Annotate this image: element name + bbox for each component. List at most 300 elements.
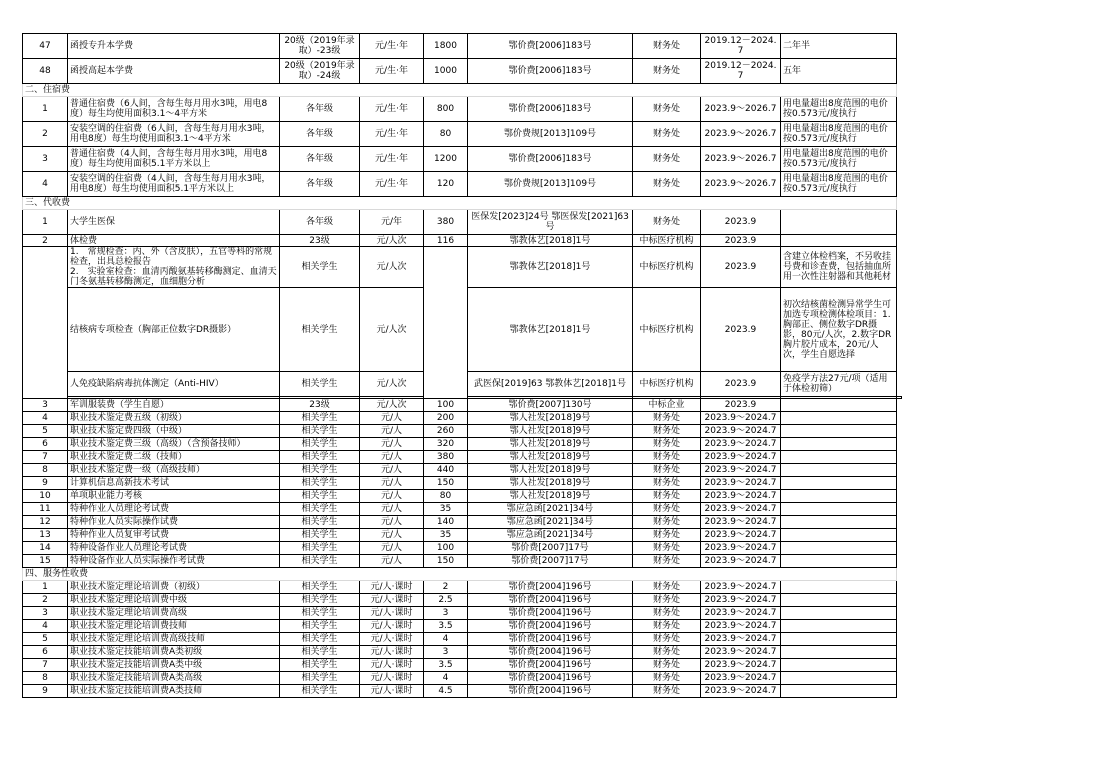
doc-cell: 鄂教体艺[2018]1号	[468, 247, 633, 288]
period-cell: 2023.9～2024.7	[701, 529, 781, 542]
table-row	[23, 542, 902, 555]
no-cell: 8	[23, 464, 68, 477]
grade-cell: 相关学生	[280, 581, 360, 594]
period-cell: 2023.9	[701, 247, 781, 288]
name-cell: 1. 常规检查：内、外（含皮肤），五官等科的常规检查，出具总检报告 2. 实验室检查：血清丙酸氨基转移酶测定、血清天门冬氨基转移酶测定，血细胞分析	[68, 247, 280, 288]
doc-cell: 鄂价费[2004]196号	[468, 685, 633, 698]
table-row	[23, 34, 902, 59]
doc-cell: 鄂价费[2007]17号	[468, 555, 633, 568]
section-title: 四、服务性收费	[23, 568, 897, 581]
grade-cell: 相关学生	[280, 288, 360, 372]
grade-cell: 相关学生	[280, 529, 360, 542]
amount-cell: 260	[424, 425, 468, 438]
grade-cell: 相关学生	[280, 555, 360, 568]
collector-cell: 财务处	[633, 490, 701, 503]
remark-cell	[781, 672, 897, 685]
name-cell: 普通住宿费（6人间，含每生每月用水3吨，用电8度）每生均使用面积3.1～4平方米	[68, 97, 280, 122]
unit-cell: 元/人次	[360, 399, 424, 412]
amount-cell: 35	[424, 529, 468, 542]
no-cell: 4	[23, 172, 68, 197]
collector-cell: 财务处	[633, 659, 701, 672]
fee-schedule-table	[22, 33, 902, 698]
amount-cell: 4	[424, 672, 468, 685]
unit-cell: 元/人次	[360, 372, 424, 397]
doc-cell: 鄂价费[2006]183号	[468, 147, 633, 172]
period-cell: 2023.9～2024.7	[701, 451, 781, 464]
period-cell: 2023.9～2024.7	[701, 490, 781, 503]
amount-cell: 2.5	[424, 594, 468, 607]
doc-cell: 鄂价费[2004]196号	[468, 594, 633, 607]
name-cell: 特种作业人员理论考试费	[68, 503, 280, 516]
grade-cell: 相关学生	[280, 438, 360, 451]
no-cell: 5	[23, 425, 68, 438]
collector-cell: 财务处	[633, 646, 701, 659]
table-row	[23, 399, 902, 412]
unit-cell: 元/人·课时	[360, 633, 424, 646]
period-cell: 2023.9～2024.7	[701, 542, 781, 555]
collector-cell: 财务处	[633, 581, 701, 594]
collector-cell: 财务处	[633, 122, 701, 147]
doc-cell: 鄂价费[2007]17号	[468, 542, 633, 555]
collector-cell: 中标医疗机构	[633, 235, 701, 247]
no-cell: 1	[23, 581, 68, 594]
period-cell: 2023.9～2026.7	[701, 97, 781, 122]
unit-cell: 元/人	[360, 555, 424, 568]
grade-cell: 各年级	[280, 147, 360, 172]
collector-cell: 财务处	[633, 607, 701, 620]
amount-cell: 100	[424, 399, 468, 412]
unit-cell: 元/生·年	[360, 59, 424, 84]
unit-cell: 元/人	[360, 451, 424, 464]
remark-cell	[781, 685, 897, 698]
name-cell: 职业技术鉴定理论培训费中级	[68, 594, 280, 607]
collector-cell: 财务处	[633, 97, 701, 122]
period-cell: 2023.9	[701, 210, 781, 235]
unit-cell: 元/人·课时	[360, 581, 424, 594]
grade-cell: 各年级	[280, 97, 360, 122]
name-cell: 军训服装费（学生自愿）	[68, 399, 280, 412]
table-row	[23, 607, 902, 620]
remark-cell	[781, 516, 897, 529]
collector-cell: 财务处	[633, 172, 701, 197]
unit-cell: 元/人次	[360, 247, 424, 288]
doc-cell: 鄂人社发[2018]9号	[468, 451, 633, 464]
remark-cell	[781, 659, 897, 672]
unit-cell: 元/人	[360, 529, 424, 542]
grade-cell: 相关学生	[280, 646, 360, 659]
collector-cell: 财务处	[633, 425, 701, 438]
no-cell: 5	[23, 633, 68, 646]
table-row	[23, 247, 902, 288]
period-cell: 2019.12－2024.7	[701, 59, 781, 84]
unit-cell: 元/人	[360, 412, 424, 425]
name-cell: 职业技术鉴定技能培训费A类初级	[68, 646, 280, 659]
no-cell: 12	[23, 516, 68, 529]
doc-cell: 鄂价费规[2013]109号	[468, 172, 633, 197]
amount-cell: 4.5	[424, 685, 468, 698]
name-cell: 结核病专项检查（胸部正位数字DR摄影）	[68, 288, 280, 372]
grade-cell: 相关学生	[280, 607, 360, 620]
collector-cell: 财务处	[633, 529, 701, 542]
amount-cell: 100	[424, 542, 468, 555]
table-row	[23, 412, 902, 425]
period-cell: 2023.9～2024.7	[701, 633, 781, 646]
unit-cell: 元/人	[360, 516, 424, 529]
no-cell: 1	[23, 210, 68, 235]
period-cell: 2023.9～2024.7	[701, 581, 781, 594]
doc-cell: 鄂价费[2004]196号	[468, 659, 633, 672]
table-row	[23, 477, 902, 490]
period-cell: 2023.9～2024.7	[701, 464, 781, 477]
period-cell: 2023.9～2024.7	[701, 620, 781, 633]
remark-cell: 用电量超出8度范围的电价按0.573元/度执行	[781, 147, 897, 172]
name-cell: 单项职业能力考核	[68, 490, 280, 503]
table-row	[23, 172, 902, 197]
name-cell: 职业技术鉴定技能培训费A类高级	[68, 672, 280, 685]
name-cell: 安装空调的住宿费（4人间，含每生每月用水3吨，用电8度）每生均使用面积5.1平方米以上	[68, 172, 280, 197]
name-cell: 职业技术鉴定费二级（技师）	[68, 451, 280, 464]
unit-cell: 元/人次	[360, 288, 424, 372]
grade-cell: 相关学生	[280, 372, 360, 397]
period-cell: 2023.9～2024.7	[701, 555, 781, 568]
remark-cell: 免疫学方法27元/项（适用于体检初筛）	[781, 372, 897, 397]
name-cell: 特种设备作业人员理论考试费	[68, 542, 280, 555]
name-cell: 人免疫缺陷病毒抗体测定（Anti-HIV）	[68, 372, 280, 397]
period-cell: 2023.9	[701, 399, 781, 412]
period-cell: 2023.9～2024.7	[701, 477, 781, 490]
collector-cell: 中标医疗机构	[633, 247, 701, 288]
section-header-row	[23, 568, 902, 581]
section-title: 二、住宿费	[23, 84, 897, 97]
amount-cell: 35	[424, 503, 468, 516]
no-cell: 3	[23, 399, 68, 412]
unit-cell: 元/人·课时	[360, 646, 424, 659]
name-cell: 职业技术鉴定费一级（高级技师）	[68, 464, 280, 477]
grade-cell: 相关学生	[280, 516, 360, 529]
amount-cell	[424, 247, 468, 399]
collector-cell: 财务处	[633, 451, 701, 464]
doc-cell: 鄂价费[2004]196号	[468, 607, 633, 620]
table-row	[23, 646, 902, 659]
remark-cell: 用电量超出8度范围的电价按0.573元/度执行	[781, 122, 897, 147]
no-cell: 9	[23, 477, 68, 490]
collector-cell: 财务处	[633, 59, 701, 84]
doc-cell: 鄂应急函[2021]34号	[468, 529, 633, 542]
table-row	[23, 529, 902, 542]
grade-cell: 相关学生	[280, 620, 360, 633]
remark-cell	[781, 425, 897, 438]
name-cell: 职业技术鉴定费三级（高级）（含预备技师）	[68, 438, 280, 451]
remark-cell	[781, 646, 897, 659]
collector-cell: 财务处	[633, 516, 701, 529]
table-row	[23, 659, 902, 672]
doc-cell: 鄂应急函[2021]34号	[468, 516, 633, 529]
name-cell: 函授高起本学费	[68, 59, 280, 84]
unit-cell: 元/生·年	[360, 122, 424, 147]
grade-cell: 相关学生	[280, 672, 360, 685]
name-cell: 计算机信息高新技术考试	[68, 477, 280, 490]
grade-cell: 相关学生	[280, 247, 360, 288]
amount-cell: 120	[424, 172, 468, 197]
remark-cell	[781, 412, 897, 425]
amount-cell: 3.5	[424, 659, 468, 672]
amount-cell: 1200	[424, 147, 468, 172]
unit-cell: 元/人	[360, 425, 424, 438]
grade-cell: 相关学生	[280, 685, 360, 698]
table-row	[23, 438, 902, 451]
unit-cell: 元/人	[360, 464, 424, 477]
collector-cell: 财务处	[633, 412, 701, 425]
table-row	[23, 620, 902, 633]
no-cell: 7	[23, 451, 68, 464]
unit-cell: 元/生·年	[360, 97, 424, 122]
no-cell: 14	[23, 542, 68, 555]
grade-cell: 相关学生	[280, 477, 360, 490]
doc-cell: 鄂价费[2006]183号	[468, 59, 633, 84]
collector-cell: 财务处	[633, 620, 701, 633]
amount-cell: 320	[424, 438, 468, 451]
remark-cell	[781, 503, 897, 516]
remark-cell: 初次结核菌检测异常学生可加选专项检测体检项目：1.胸部正、侧位数字DR摄影，80元/人次，2.数字DR胸片胶片成本，20元/人次，学生自愿选择	[781, 288, 897, 372]
table-row	[23, 425, 902, 438]
name-cell: 大学生医保	[68, 210, 280, 235]
grade-cell: 23级	[280, 235, 360, 247]
name-cell: 职业技术鉴定技能培训费A类中级	[68, 659, 280, 672]
grade-cell: 相关学生	[280, 633, 360, 646]
amount-cell: 380	[424, 451, 468, 464]
no-cell: 4	[23, 412, 68, 425]
no-cell: 2	[23, 594, 68, 607]
unit-cell: 元/人	[360, 477, 424, 490]
no-cell: 3	[23, 147, 68, 172]
no-cell: 1	[23, 97, 68, 122]
unit-cell: 元/生·年	[360, 147, 424, 172]
remark-cell	[781, 490, 897, 503]
doc-cell: 鄂价费[2007]130号	[468, 399, 633, 412]
remark-cell	[781, 542, 897, 555]
name-cell: 职业技术鉴定费五级（初级）	[68, 412, 280, 425]
grade-cell: 20级（2019年录取）-24级	[280, 59, 360, 84]
period-cell: 2023.9～2024.7	[701, 438, 781, 451]
doc-cell: 鄂人社发[2018]9号	[468, 438, 633, 451]
unit-cell: 元/人·课时	[360, 659, 424, 672]
doc-cell: 鄂人社发[2018]9号	[468, 464, 633, 477]
unit-cell: 元/人	[360, 503, 424, 516]
remark-cell	[781, 633, 897, 646]
collector-cell: 财务处	[633, 685, 701, 698]
amount-cell: 150	[424, 555, 468, 568]
name-cell: 特种作业人员实际操作试费	[68, 516, 280, 529]
no-cell: 48	[23, 59, 68, 84]
collector-cell: 财务处	[633, 672, 701, 685]
no-cell: 7	[23, 659, 68, 672]
table-row	[23, 97, 902, 122]
period-cell: 2023.9～2024.7	[701, 607, 781, 620]
table-row	[23, 685, 902, 698]
table-row	[23, 235, 902, 247]
doc-cell: 鄂教体艺[2018]1号	[468, 288, 633, 372]
amount-cell: 1800	[424, 34, 468, 59]
amount-cell: 800	[424, 97, 468, 122]
doc-cell: 鄂价费[2004]196号	[468, 633, 633, 646]
unit-cell: 元/人	[360, 542, 424, 555]
table-row	[23, 555, 902, 568]
remark-cell	[781, 607, 897, 620]
name-cell: 特种设备作业人员实际操作考试费	[68, 555, 280, 568]
remark-cell: 含建立体检档案，不另收挂号费和诊查费，包括抽血所用一次性注射器和其他耗材	[781, 247, 897, 288]
period-cell: 2023.9～2024.7	[701, 685, 781, 698]
no-cell: 11	[23, 503, 68, 516]
name-cell: 职业技术鉴定技能培训费A类技师	[68, 685, 280, 698]
grade-cell: 相关学生	[280, 451, 360, 464]
remark-cell	[781, 451, 897, 464]
period-cell: 2023.9～2024.7	[701, 503, 781, 516]
name-cell: 职业技术鉴定理论培训费高级技师	[68, 633, 280, 646]
spacer-cell	[897, 397, 902, 399]
table-row	[23, 581, 902, 594]
amount-cell: 4	[424, 633, 468, 646]
name-cell: 普通住宿费（4人间，含每生每月用水3吨，用电8度）每生均使用面积5.1平方米以上	[68, 147, 280, 172]
table-row	[23, 594, 902, 607]
unit-cell: 元/人·课时	[360, 672, 424, 685]
amount-cell: 380	[424, 210, 468, 235]
remark-cell	[781, 399, 897, 412]
no-cell: 6	[23, 646, 68, 659]
no-cell	[23, 247, 68, 399]
remark-cell	[781, 464, 897, 477]
table-row	[23, 516, 902, 529]
period-cell: 2023.9～2024.7	[701, 646, 781, 659]
table-row	[23, 503, 902, 516]
table-row	[23, 633, 902, 646]
no-cell: 4	[23, 620, 68, 633]
doc-cell: 医保发[2023]24号 鄂医保发[2021]63号	[468, 210, 633, 235]
grade-cell: 各年级	[280, 210, 360, 235]
grade-cell: 相关学生	[280, 503, 360, 516]
remark-cell: 五年	[781, 59, 897, 84]
grade-cell: 相关学生	[280, 490, 360, 503]
no-cell: 3	[23, 607, 68, 620]
doc-cell: 鄂价费[2004]196号	[468, 646, 633, 659]
remark-cell	[781, 620, 897, 633]
name-cell: 职业技术鉴定理论培训费（初级）	[68, 581, 280, 594]
name-cell: 职业技术鉴定理论培训费高级	[68, 607, 280, 620]
unit-cell: 元/人·课时	[360, 594, 424, 607]
grade-cell: 20级（2019年录取）-23级	[280, 34, 360, 59]
remark-cell: 用电量超出8度范围的电价按0.573元/度执行	[781, 97, 897, 122]
unit-cell: 元/人·课时	[360, 685, 424, 698]
doc-cell: 鄂人社发[2018]9号	[468, 412, 633, 425]
period-cell: 2023.9～2024.7	[701, 412, 781, 425]
grade-cell: 23级	[280, 399, 360, 412]
collector-cell: 财务处	[633, 542, 701, 555]
grade-cell: 相关学生	[280, 542, 360, 555]
name-cell: 特种作业人员复审考试费	[68, 529, 280, 542]
remark-cell	[781, 210, 897, 235]
unit-cell: 元/人·课时	[360, 607, 424, 620]
no-cell: 13	[23, 529, 68, 542]
no-cell: 8	[23, 672, 68, 685]
period-cell: 2023.9	[701, 235, 781, 247]
table-row	[23, 672, 902, 685]
remark-cell	[781, 438, 897, 451]
collector-cell: 财务处	[633, 464, 701, 477]
doc-cell: 鄂价费[2006]183号	[468, 34, 633, 59]
section-header-row	[23, 197, 902, 210]
unit-cell: 元/人	[360, 438, 424, 451]
amount-cell: 80	[424, 122, 468, 147]
remark-cell	[781, 555, 897, 568]
no-cell: 6	[23, 438, 68, 451]
amount-cell: 1000	[424, 59, 468, 84]
remark-cell	[781, 529, 897, 542]
doc-cell: 鄂人社发[2018]9号	[468, 490, 633, 503]
table-row	[23, 490, 902, 503]
period-cell: 2023.9～2024.7	[701, 659, 781, 672]
no-cell: 15	[23, 555, 68, 568]
unit-cell: 元/人·课时	[360, 620, 424, 633]
doc-cell: 鄂价费[2004]196号	[468, 581, 633, 594]
collector-cell: 财务处	[633, 555, 701, 568]
remark-cell	[781, 477, 897, 490]
grade-cell: 相关学生	[280, 594, 360, 607]
name-cell: 安装空调的住宿费（6人间，含每生每月用水3吨，用电8度）每生均使用面积3.1～4平方米	[68, 122, 280, 147]
grade-cell: 各年级	[280, 122, 360, 147]
period-cell: 2023.9～2026.7	[701, 172, 781, 197]
doc-cell: 鄂人社发[2018]9号	[468, 477, 633, 490]
doc-cell: 鄂价费[2004]196号	[468, 620, 633, 633]
unit-cell: 元/年	[360, 210, 424, 235]
amount-cell: 3.5	[424, 620, 468, 633]
collector-cell: 财务处	[633, 503, 701, 516]
table-row	[23, 122, 902, 147]
period-cell: 2023.9～2024.7	[701, 594, 781, 607]
collector-cell: 财务处	[633, 34, 701, 59]
collector-cell: 财务处	[633, 594, 701, 607]
unit-cell: 元/生·年	[360, 172, 424, 197]
collector-cell: 财务处	[633, 147, 701, 172]
name-cell: 职业技术鉴定理论培训费技师	[68, 620, 280, 633]
collector-cell: 财务处	[633, 210, 701, 235]
amount-cell: 440	[424, 464, 468, 477]
name-cell: 体检费	[68, 235, 280, 247]
remark-cell: 二年半	[781, 34, 897, 59]
doc-cell: 鄂价费[2006]183号	[468, 97, 633, 122]
amount-cell: 3	[424, 607, 468, 620]
doc-cell: 鄂价费规[2013]109号	[468, 122, 633, 147]
period-cell: 2023.9～2024.7	[701, 516, 781, 529]
period-cell: 2023.9～2026.7	[701, 147, 781, 172]
collector-cell: 中标企业	[633, 399, 701, 412]
section-title: 三、代收费	[23, 197, 897, 210]
doc-cell: 鄂应急函[2021]34号	[468, 503, 633, 516]
unit-cell: 元/生·年	[360, 34, 424, 59]
no-cell: 10	[23, 490, 68, 503]
collector-cell: 中标医疗机构	[633, 288, 701, 372]
grade-cell: 相关学生	[280, 425, 360, 438]
amount-cell: 80	[424, 490, 468, 503]
period-cell: 2023.9	[701, 372, 781, 397]
period-cell: 2019.12－2024.7	[701, 34, 781, 59]
remark-cell: 用电量超出8度范围的电价按0.573元/度执行	[781, 172, 897, 197]
name-cell: 职业技术鉴定费四级（中级）	[68, 425, 280, 438]
grade-cell: 相关学生	[280, 412, 360, 425]
remark-cell	[781, 581, 897, 594]
doc-cell: 鄂教体艺[2018]1号	[468, 235, 633, 247]
unit-cell: 元/人	[360, 490, 424, 503]
collector-cell: 财务处	[633, 633, 701, 646]
name-cell: 函授专升本学费	[68, 34, 280, 59]
